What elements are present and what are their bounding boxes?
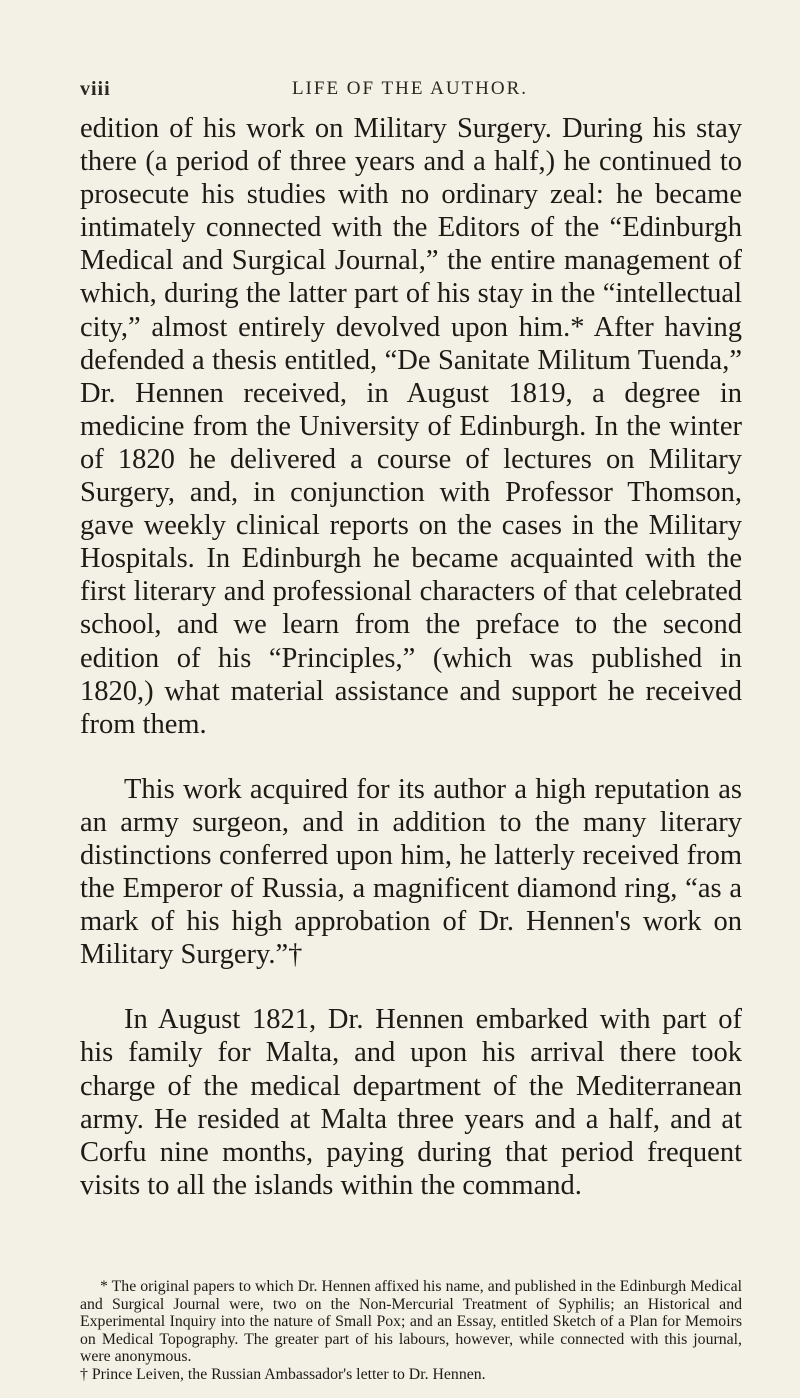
page-number: viii: [80, 78, 111, 100]
body-text: [80, 112, 742, 1202]
paragraph-2: This work acquired for its author a high reputation as an army surgeon, and in addition to the many literary distinctions conferred upon him, he latterly received from the Emperor of Russia, a magnificent diamond ring, “as a mark of his high approbation of Dr. Hennen's work on Military Surgery.”†: [80, 773, 742, 971]
paragraph-3: In August 1821, Dr. Hennen embarked with part of his family for Malta, and upon his arrival there took charge of the medical department of the Mediterranean army. He resided at Malta three years and a half, and at Corfu nine months, paying during that period frequent visits to all the islands within the command.: [80, 1004, 742, 1201]
footnotes: [80, 1278, 742, 1383]
paragraph-1: edition of his work on Military Surgery. During his stay there (a period of three years and a half,) he continued to prosecute his studies with no ordinary zeal: he became intimately connected with the Editors of the “Edinburgh Medical and Surgical Journal,” the entire management of which, during the latter part of his stay in the “intellectual city,” almost entirely devolved upon him.* After having defended a thesis entitled, “De Sanitate Militum Tuenda,” Dr. Hennen received, in August 1819, a degree in medicine from the University of Edinburgh. In the winter of 1820 he delivered a course of lectures on Military Surgery, and, in conjunction with Professor Thomson, gave weekly clinical reports on the cases in the Military Hospitals. In Edinburgh he became acquainted with the first literary and professional characters of that celebrated school, and we learn from the preface to the second edition of his “Principles,” (which was published in 1820,) what material assistance and support he received from them.: [80, 113, 742, 740]
footnote-asterisk: * The original papers to which Dr. Hennen affixed his name, and published in the Edinburgh Medical and Surgical Journal were, two on the Non-Mercurial Treatment of Syphilis; an Historical and Experimental Inquiry into the nature of Small Pox; and an Essay, entitled Sketch of a Plan for Memoirs on Medical Topography. The greater part of his labours, however, while connected with this journal, were anonymous.: [80, 1278, 742, 1365]
page-header: [80, 78, 740, 106]
footnote-dagger: † Prince Leiven, the Russian Ambassador's letter to Dr. Hennen.: [80, 1365, 486, 1383]
running-title: LIFE OF THE AUTHOR.: [291, 78, 529, 99]
